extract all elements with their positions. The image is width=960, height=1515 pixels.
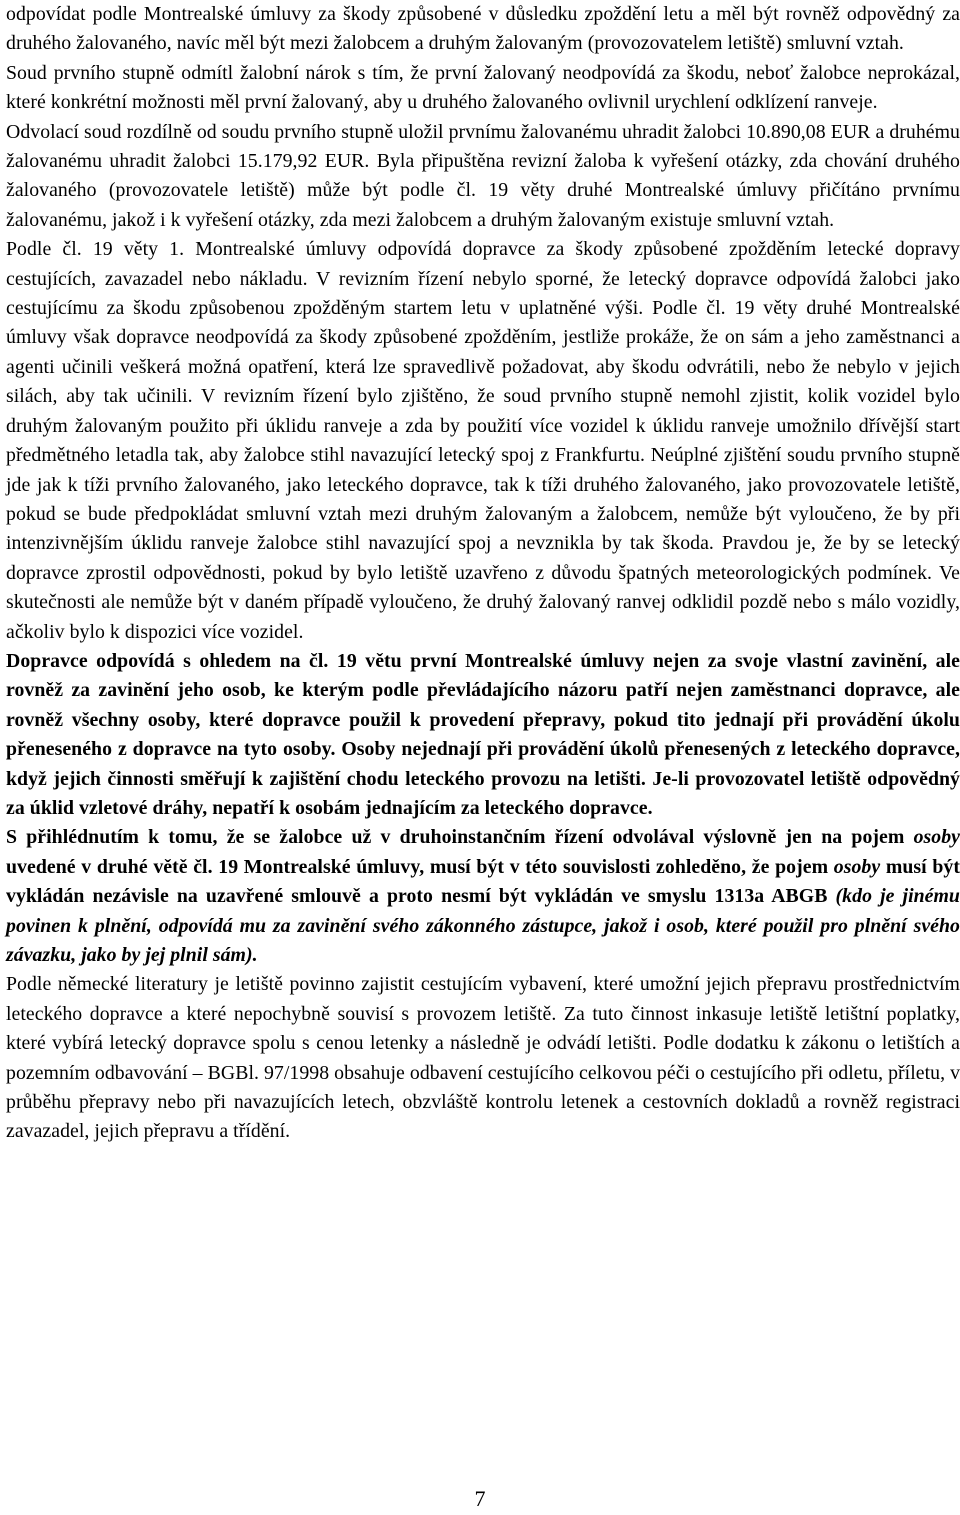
paragraph-persons-concept bbox=[6, 823, 960, 970]
paragraph-persons-text-c: uvedené v druhé větě čl. 19 Montrealské úmluvy, musí být v této souvislosti zohleděno, že pojem bbox=[6, 855, 834, 878]
paragraph-persons-term-1: osoby bbox=[913, 826, 960, 849]
paragraph-appeal-court: Odvolací soud rozdílně od soudu prvního stupně uložil prvnímu žalovanému uhradit žalobci 10.890,08 EUR a druhému žalovanému uhradit žalobci 15.179,92 EUR. Byla připuštěna revizní žaloba k vyřešení otázky, zda chování druhého žalovaného (provozovatele letiště) může být podle čl. 19 věty druhé Montrealské úmluvy přičítáno prvnímu žalovanému, jakož i k vyřešení otázky, zda mezi žalobcem a druhým žalovaným existuje smluvní vztah. bbox=[6, 120, 960, 231]
paragraph-continuation: odpovídat podle Montrealské úmluvy za škody způsobené v důsledku zpoždění letu a měl být rovněž odpovědný za druhého žalovaného, navíc měl být mezi žalobcem a druhým žalovaným (provozovatelem letiště) smluvní vztah. bbox=[6, 3, 960, 55]
paragraph-first-instance: Soud prvního stupně odmítl žalobní nárok s tím, že první žalovaný neodpovídá za škodu, neboť žalobce neprokázal, které konkrétní možnosti měl první žalovaný, aby u druhého žalovaného ovlivnil urychlení odklízení ranveje. bbox=[6, 61, 960, 114]
paragraph-persons-text-e: musí být vykládán nezávisle na uzavřené smlouvě a proto nesmí být vykládán ve smyslu 1313a ABGB bbox=[6, 855, 960, 908]
paragraph-article-19: Podle čl. 19 věty 1. Montrealské úmluvy odpovídá dopravce za škody způsobené zpožděním letecké dopravy cestujících, zavazadel nebo nákladu. V revizním řízení nebylo sporné, že letecký dopravce odpovídá žalobci jako cestujícímu za škodu způsobenou zpožděným startem letu v uplatněné výši. Podle čl. 19 věty druhé Montrealské úmluvy však dopravce neodpovídá za škody způsobené zpožděním, jestliže prokáže, že on sám a jeho zaměstnanci a agenti učinili veškerá možná opatření, která lze spravedlivě požadovat, aby škodu odvrátili, nebo že nebylo v jejich silách, aby tak učinili. V revizním řízení bylo zjištěno, že soud prvního stupně nemohl zjistit, kolik vozidel bylo druhým žalovaným použito při úklidu ranveje a zda by použití více vozidel k úklidu ranveje umožnilo dřívější start předmětného letadla tak, aby žalobce stihl navazující letecký spoj z Frankfurtu. Neúplné zjištění soudu prvního stupně jde jak k tíži prvního žalovaného, jako leteckého dopravce, tak k tíži druhého žalovaného, jako provozovatele letiště, pokud se bude předpokládat smluvní vztah mezi druhým žalovaným a žalobcem, nemůže být vyloučeno, že by při intenzivnějším úklidu ranveje žalobce stihl navazující spoj a nevznikla by tak škoda. Pravdou je, že by se letecký dopravce zprostil odpovědnosti, pokud by bylo letiště uzavřeno z důvodu špatných meteorologických podmínek. Ve skutečnosti ale nemůže být v daném případě vyloučeno, že druhý žalovaný ranvej odklidil pozdě nebo s málo vozidly, ačkoliv bylo k dispozici více vozidel. bbox=[6, 238, 960, 643]
paragraph-persons-abgb-quote: (kdo je jinému povinen k plnění, odpovídá mu za zavinění svého zákonného zástupce, jakož i osob, které použil pro plnění svého závazku, jako by jej plnil sám). bbox=[6, 885, 960, 966]
paragraph-german-literature: Podle německé literatury je letiště povinno zajistit cestujícím vybavení, které umožní jejich přepravu prostřednictvím leteckého dopravce a které nepochybně souvisí s provozem letiště. Za tuto činnost inkasuje letiště letištní poplatky, které vybírá letecký dopravce spolu s cenou letenky a následně je odvádí letišti. Podle dodatku k zákonu o letištích a pozemním odbavování – BGBl. 97/1998 obsahuje odbavení cestujícího celkovou péči o cestujícího při odletu, příletu, v průběhu přepravy nebo při navazujících letech, obzvláště kontrolu letenek a cestovních dokladů a rovněž registraci zavazadel, jejich přepravu a třídění. bbox=[6, 973, 960, 1143]
document-page bbox=[6, 0, 960, 1147]
page-number: 7 bbox=[474, 1486, 486, 1511]
paragraph-persons-text-a: S přihlédnutím k tomu, že se žalobce už v druhoinstančním řízení odvolával výslovně jen na pojem bbox=[6, 826, 914, 849]
paragraph-carrier-liability: Dopravce odpovídá s ohledem na čl. 19 větu první Montrealské úmluvy nejen za svoje vlastní zavinění, ale rovněž za zavinění jeho osob, ke kterým podle převládajícího názoru patří nejen zaměstnanci dopravce, ale rovněž všechny osoby, které dopravce použil k provedení přepravy, pokud tito jednají při provádění úkolu přeneseného z dopravce na tyto osoby. Osoby nejednají při provádění úkolů přenesených z leteckého dopravce, když jejich činnosti směřují k zajištění chodu leteckého provozu na letišti. Je-li provozovatel letiště odpovědný za úklid vzletové dráhy, nepatří k osobám jednajícím za leteckého dopravce. bbox=[6, 649, 960, 819]
paragraph-persons-term-2: osoby bbox=[833, 855, 881, 878]
